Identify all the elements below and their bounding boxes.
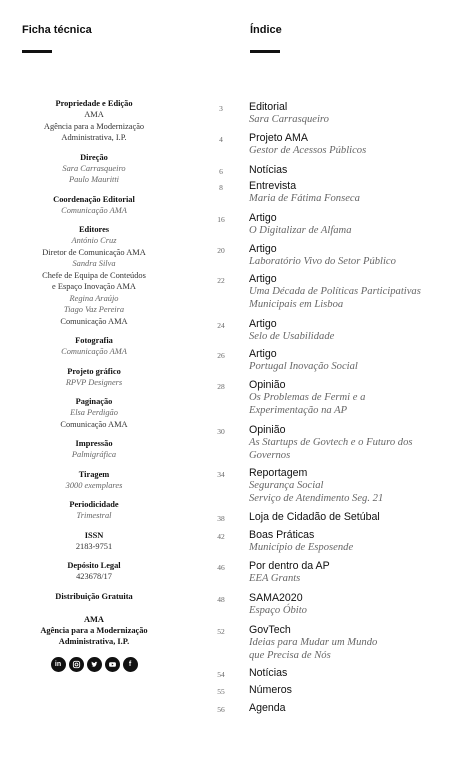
toc-title[interactable]: Projeto AMA [249, 132, 308, 144]
toc-page-number: 34 [217, 470, 225, 479]
credit-heading: Tiragem [78, 469, 110, 479]
credit-block [20, 224, 168, 327]
credit-line: Regina Araújo [69, 293, 119, 303]
ficha-tecnica-title: Ficha técnica [22, 24, 92, 36]
toc-page-number: 54 [217, 670, 225, 679]
toc-page-number: 6 [219, 167, 223, 176]
credit-line: Comunicação AMA [60, 316, 128, 326]
credit-line: Administrativa, I.P. [61, 133, 127, 142]
credit-heading: Direção [80, 152, 108, 162]
credit-line: Diretor de Comunicação AMA [42, 247, 146, 257]
credit-line: e Espaço Inovação AMA [52, 282, 136, 291]
toc-title[interactable]: Entrevista [249, 180, 297, 192]
toc-subtitle: Selo de Usabilidade [249, 331, 335, 342]
credit-line: Trimestral [76, 511, 112, 520]
credit-line: Chefe de Equipa de Conteúdos [42, 270, 146, 280]
credit-line: Comunicação AMA [61, 347, 127, 356]
toc-subtitle: Serviço de Atendimento Seg. 21 [249, 492, 384, 504]
credit-block [20, 396, 168, 430]
toc-subtitle: Governos [249, 449, 291, 461]
indice-title: Índice [250, 24, 282, 36]
toc-title[interactable]: Artigo [249, 348, 277, 360]
credit-line: Sandra Silva [72, 259, 116, 268]
credit-heading: Coordenação Editorial [53, 194, 135, 204]
toc-subtitle: Ideias para Mudar um Mundo [249, 637, 378, 648]
publisher-line: Administrativa, I.P. [58, 636, 130, 646]
toc-page-number: 24 [217, 321, 225, 330]
credit-line: Paulo Mauritti [68, 175, 120, 184]
credit-heading: Depósito Legal [67, 561, 121, 570]
toc-title[interactable]: Agenda [249, 702, 286, 714]
toc-subtitle: Sara Carrasqueiro [249, 114, 329, 125]
facebook-icon[interactable]: f [123, 657, 138, 672]
credit-block [20, 499, 168, 522]
credit-line: Tiago Vaz Pereira [63, 305, 125, 314]
credit-heading: Projeto gráfico [67, 366, 121, 376]
credit-line: 423678/17 [76, 572, 112, 581]
twitter-icon[interactable] [87, 657, 102, 672]
publisher-line: AMA [83, 614, 104, 624]
credit-heading: Distribuição Gratuita [55, 591, 133, 601]
toc-page-number: 16 [217, 215, 225, 224]
ficha-tecnica-column [20, 98, 168, 672]
credit-heading: ISSN [84, 530, 104, 540]
credit-block [20, 366, 168, 389]
toc-subtitle: As Startups de Govtech e o Futuro dos [249, 437, 413, 448]
toc-page-number: 38 [217, 514, 225, 523]
toc-title[interactable]: Artigo [249, 243, 277, 255]
credit-line: AMA [84, 110, 104, 119]
toc-page-number: 55 [217, 687, 225, 696]
toc-page-number: 30 [217, 427, 225, 436]
credit-heading: Editores [78, 225, 110, 234]
credit-block [20, 152, 168, 186]
linkedin-icon[interactable]: in [51, 657, 66, 672]
social-icons [20, 657, 168, 672]
toc-title[interactable]: Artigo [249, 212, 277, 224]
toc-subtitle: Experimentação na AP [249, 404, 348, 416]
toc-page-number: 20 [217, 246, 225, 255]
credit-block [20, 335, 168, 358]
credit-line: Elsa Perdigão [70, 408, 118, 417]
toc-page-number: 28 [217, 382, 225, 391]
credit-heading: Impressão [75, 439, 113, 448]
credit-line: Agência para a Modernização [43, 121, 145, 131]
credit-line: 2183-9751 [75, 541, 113, 551]
toc-title[interactable]: Artigo [249, 273, 277, 285]
toc-page-number: 3 [219, 104, 223, 113]
toc-page-number: 52 [217, 627, 225, 636]
toc-page-number: 42 [217, 532, 225, 541]
toc-page-number: 22 [217, 276, 225, 285]
toc-subtitle: Municipais em Lisboa [249, 298, 344, 310]
credit-block [20, 469, 168, 492]
credit-line: Palmigráfica [71, 450, 117, 459]
credit-line: Sara Carrasqueiro [62, 163, 126, 173]
toc-title[interactable]: Opinião [249, 379, 286, 391]
toc-subtitle: Espaço Óbito [249, 605, 307, 616]
toc-title[interactable]: Por dentro da AP [249, 560, 330, 572]
credit-block [20, 98, 168, 144]
toc-page-number: 4 [219, 135, 223, 144]
toc-title[interactable]: Opinião [249, 424, 286, 436]
instagram-icon[interactable] [69, 657, 84, 672]
toc-subtitle: Os Problemas de Fermi e a [249, 392, 366, 403]
toc-subtitle: Município de Esposende [249, 542, 354, 553]
toc-title[interactable]: Artigo [249, 318, 277, 330]
toc-page-number: 56 [217, 705, 225, 714]
credit-line: Comunicação AMA [60, 419, 128, 429]
publisher-block [20, 614, 168, 647]
credit-heading: Fotografia [75, 336, 113, 345]
toc-title[interactable]: Números [249, 684, 292, 696]
toc-subtitle: Uma Década de Políticas Participativas [249, 286, 421, 297]
toc-title[interactable]: Notícias [249, 667, 288, 679]
publisher-line: Agência para a Modernização [40, 625, 148, 635]
credit-block [20, 438, 168, 461]
youtube-icon[interactable] [105, 657, 120, 672]
ficha-tecnica-rule [22, 50, 52, 53]
toc-page-number: 8 [219, 183, 223, 192]
credit-line: António Cruz [71, 236, 117, 245]
toc-subtitle: O Digitalizar de Alfama [249, 225, 352, 236]
toc-subtitle: EEA Grants [249, 573, 301, 584]
toc-subtitle: Segurança Social [249, 480, 324, 491]
toc-page-number: 26 [217, 351, 225, 360]
toc-title[interactable]: Boas Práticas [249, 529, 315, 541]
toc-title[interactable]: SAMA2020 [249, 592, 303, 604]
credit-heading: Periodicidade [69, 500, 119, 509]
credit-block [20, 194, 168, 217]
toc-subtitle: Maria de Fátima Fonseca [249, 193, 360, 204]
credit-line: Comunicação AMA [61, 205, 127, 215]
indice-rule [250, 50, 280, 53]
credit-line: RPVP Designers [65, 377, 123, 387]
credit-line: 3000 exemplares [65, 480, 123, 490]
credit-block [20, 560, 168, 583]
toc-title[interactable]: Editorial [249, 101, 288, 113]
toc-page-number: 46 [217, 563, 225, 572]
toc-title[interactable]: Loja de Cidadão de Setúbal [249, 511, 380, 523]
toc-subtitle: Gestor de Acessos Públicos [249, 145, 367, 156]
toc-title[interactable]: Notícias [249, 164, 288, 176]
toc-title[interactable]: Reportagem [249, 467, 308, 479]
toc-subtitle: que Precisa de Nós [249, 649, 331, 661]
credit-heading: Propriedade e Edição [55, 99, 133, 108]
toc-page-number: 48 [217, 595, 225, 604]
credit-heading: Paginação [75, 397, 113, 406]
credit-block [20, 591, 168, 602]
toc-subtitle: Portugal Inovação Social [249, 361, 358, 372]
credit-block [20, 530, 168, 553]
toc-title[interactable]: GovTech [249, 624, 291, 636]
toc-subtitle: Laboratório Vivo do Setor Público [249, 256, 396, 267]
